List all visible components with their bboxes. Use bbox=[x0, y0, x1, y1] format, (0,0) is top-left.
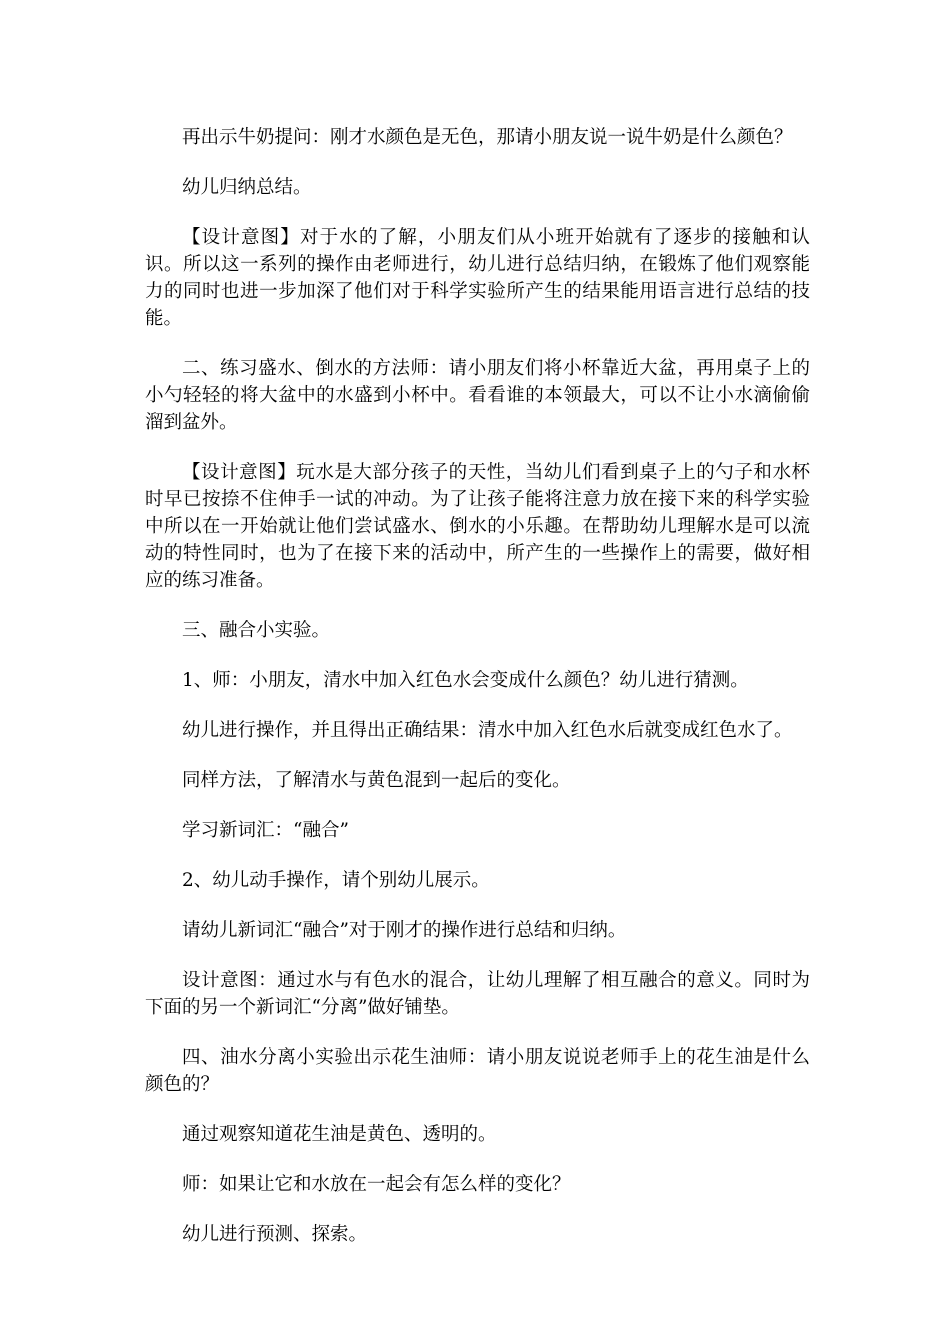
paragraph-step-2: 2、幼儿动手操作，请个别幼儿展示。 bbox=[182, 870, 490, 891]
paragraph-section-four: 四、油水分离小实验出示花生油师：请小朋友说说老师手上的花生油是什么颜色的？ bbox=[145, 1047, 810, 1095]
paragraph-teacher-question: 师：如果让它和水放在一起会有怎么样的变化？ bbox=[182, 1174, 571, 1195]
paragraph-milk-question: 再出示牛奶提问：刚才水颜色是无色，那请小朋友说一说牛奶是什么颜色？ bbox=[182, 127, 793, 148]
paragraph-design-intent-1: 【设计意图】对于水的了解，小朋友们从小班开始就有了逐步的接触和认识。所以这一系列的操作由老师进行，幼儿进行总结归纳，在锻炼了他们观察能力的同时也进一步加深了他们对于科学实验所产生的结果能用语言进行总结的技能。 bbox=[145, 227, 810, 329]
paragraph-summary: 幼儿归纳总结。 bbox=[182, 177, 312, 198]
paragraph-observation: 通过观察知道花生油是黄色、透明的。 bbox=[182, 1124, 497, 1145]
paragraph-prediction: 幼儿进行预测、探索。 bbox=[182, 1224, 368, 1245]
paragraph-operation-result: 幼儿进行操作，并且得出正确结果：清水中加入红色水后就变成红色水了。 bbox=[182, 720, 793, 741]
paragraph-design-intent-2: 【设计意图】玩水是大部分孩子的天性，当幼儿们看到桌子上的勺子和水杯时早已按捺不住伸手一试的冲动。为了让孩子能将注意力放在接下来的科学实验中所以在一开始就让他们尝试盛水、倒水的小乐趣。在帮助幼儿理解水是可以流动的特性同时，也为了在接下来的活动中，所产生的一些操作上的需要，做好相应的练习准备。 bbox=[145, 462, 810, 591]
paragraph-design-intent-3: 设计意图：通过水与有色水的混合，让幼儿理解了相互融合的意义。同时为下面的另一个新词汇“分离”做好铺垫。 bbox=[145, 970, 810, 1018]
document-page bbox=[145, 124, 810, 1271]
paragraph-step-1: 1、师：小朋友，清水中加入红色水会变成什么颜色？幼儿进行猜测。 bbox=[182, 670, 749, 691]
paragraph-section-two: 二、练习盛水、倒水的方法师：请小朋友们将小杯靠近大盆，再用桌子上的小勺轻轻的将大盆中的水盛到小杯中。看看谁的本领最大，可以不让小水滴偷偷溜到盆外。 bbox=[145, 358, 810, 433]
paragraph-section-three: 三、融合小实验。 bbox=[182, 620, 331, 641]
paragraph-new-word: 学习新词汇：“融合” bbox=[182, 820, 349, 841]
paragraph-summarize-word: 请幼儿新词汇“融合”对于刚才的操作进行总结和归纳。 bbox=[182, 920, 627, 941]
paragraph-same-method: 同样方法，了解清水与黄色混到一起后的变化。 bbox=[182, 770, 571, 791]
